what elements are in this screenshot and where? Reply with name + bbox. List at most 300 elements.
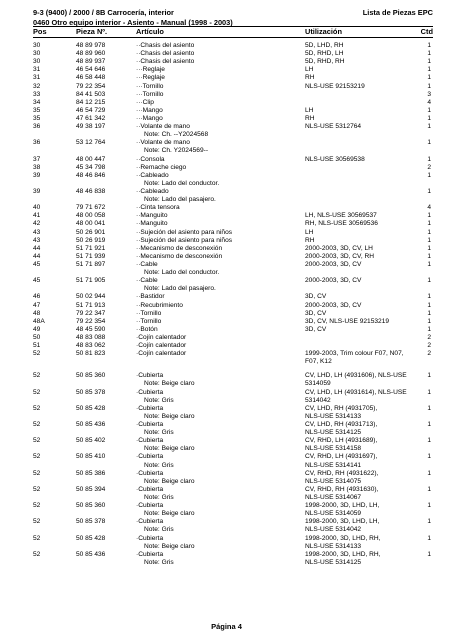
- note-text: Note: Gris: [144, 526, 174, 534]
- note-text: Note: Gris: [144, 461, 174, 469]
- article-cell: ·Cubierta: [136, 550, 164, 558]
- article-cell: ··Bastidor: [136, 293, 165, 301]
- note-row: [0, 397, 453, 405]
- table-row: [0, 107, 453, 115]
- part-number-cell: 45 34 798: [76, 163, 106, 171]
- pos-cell: 52: [33, 388, 41, 396]
- col-utilizacion-header: Utilización: [305, 27, 342, 36]
- part-number-cell: 46 54 729: [76, 106, 106, 114]
- note-text: Note: Ch. --Y2024568: [144, 131, 209, 139]
- quantity-cell: 1: [427, 277, 431, 285]
- col-articulo-header: Artículo: [136, 27, 164, 36]
- part-number-cell: 79 22 354: [76, 317, 106, 325]
- usage-cell: 5D, RHD, RH: [305, 58, 345, 66]
- pos-cell: 37: [33, 155, 41, 163]
- note-row: [0, 131, 453, 139]
- article-cell: ··Manguito: [136, 212, 168, 220]
- article-cell: ··Remache ciego: [136, 163, 187, 171]
- table-row: [0, 293, 453, 301]
- pos-cell: 46: [33, 293, 41, 301]
- article-cell: ··Volante de mano: [136, 123, 190, 131]
- article-cell: ··Recubrimiento: [136, 301, 183, 309]
- usage-cell: NLS-USE 30569538: [305, 155, 365, 163]
- table-row: [0, 277, 453, 285]
- usage-cell: CV, RHD, RH (4931630),: [305, 485, 379, 493]
- part-number-cell: 79 22 354: [76, 82, 106, 90]
- article-cell: ·Cubierta: [136, 453, 164, 461]
- note-row: [0, 559, 453, 567]
- table-row: [0, 164, 453, 172]
- note-text: Note: Gris: [144, 396, 174, 404]
- note-row: [0, 180, 453, 188]
- article-cell: ··Tornillo: [136, 317, 162, 325]
- table-row: [0, 326, 453, 334]
- usage-cell: 1998-2000, 3D, LHD, LH,: [305, 502, 380, 510]
- pos-cell: 35: [33, 106, 41, 114]
- quantity-cell: 1: [427, 534, 431, 542]
- table-row: [0, 220, 453, 228]
- note-text: Note: Ch. Y2024569--: [144, 147, 209, 155]
- article-cell: ·Cojín calentador: [136, 333, 187, 341]
- part-number-cell: 48 46 846: [76, 171, 106, 179]
- usage-cell: CV, LHD, LH (4931614), NLS-USE: [305, 388, 407, 396]
- pos-cell: 43: [33, 228, 41, 236]
- usage-cell: 5D, LHD, RH: [305, 42, 344, 49]
- pos-cell: 30: [33, 42, 41, 49]
- quantity-cell: 1: [427, 244, 431, 252]
- table-row: [0, 350, 453, 358]
- pos-cell: 32: [33, 82, 41, 90]
- usage-cell: 2000-2003, 3D, CV, LH: [305, 244, 373, 252]
- part-number-cell: 48 83 062: [76, 342, 106, 350]
- note-row: [0, 462, 453, 470]
- quantity-cell: 1: [427, 50, 431, 58]
- usage-cell: 2000-2003, 3D, CV: [305, 301, 362, 309]
- note-text: Note: Beige claro: [144, 412, 195, 420]
- quantity-cell: 1: [427, 404, 431, 412]
- pos-cell: 49: [33, 325, 41, 333]
- part-number-cell: 51 71 939: [76, 252, 106, 260]
- pos-cell: 33: [33, 90, 41, 98]
- usage-continuation: 5314042: [305, 396, 331, 404]
- quantity-cell: 1: [427, 123, 431, 131]
- pos-cell: 52: [33, 372, 41, 380]
- pos-cell: 52: [33, 350, 41, 358]
- part-number-cell: 50 02 944: [76, 293, 106, 301]
- pos-cell: 36: [33, 139, 41, 147]
- part-number-cell: 50 85 402: [76, 437, 106, 445]
- usage-continuation: NLS-USE 5314059: [305, 510, 362, 518]
- pos-cell: 52: [33, 518, 41, 526]
- table-row: [0, 437, 453, 445]
- table-row: [0, 237, 453, 245]
- part-number-cell: 48 00 058: [76, 212, 106, 220]
- note-row: [0, 429, 453, 437]
- article-cell: ··Cableado: [136, 171, 169, 179]
- part-number-cell: 84 41 503: [76, 90, 106, 98]
- quantity-cell: 1: [427, 518, 431, 526]
- quantity-cell: 1: [427, 42, 431, 49]
- usage-cell: 2000-2003, 3D, CV: [305, 277, 362, 285]
- article-cell: ···Tornillo: [136, 90, 164, 98]
- pos-cell: 52: [33, 469, 41, 477]
- quantity-cell: 1: [427, 325, 431, 333]
- article-cell: ·Cubierta: [136, 372, 164, 380]
- table-row: [0, 518, 453, 526]
- table-row: [0, 188, 453, 196]
- usage-cell: 2000-2003, 3D, CV, RH: [305, 252, 375, 260]
- article-cell: ··Tornillo: [136, 309, 162, 317]
- part-number-cell: 51 71 905: [76, 277, 106, 285]
- quantity-cell: 1: [427, 453, 431, 461]
- article-cell: ·Cubierta: [136, 388, 164, 396]
- note-text: Note: Beige claro: [144, 380, 195, 388]
- part-number-cell: 46 58 448: [76, 74, 106, 82]
- quantity-cell: 1: [427, 155, 431, 163]
- note-row: [0, 526, 453, 534]
- quantity-cell: 1: [427, 252, 431, 260]
- article-cell: ··Cinta tensora: [136, 204, 180, 212]
- table-row: [0, 551, 453, 559]
- pos-cell: 45: [33, 277, 41, 285]
- table-row: [0, 535, 453, 543]
- part-number-cell: 50 85 436: [76, 421, 106, 429]
- usage-cell: 3D, CV: [305, 325, 327, 333]
- quantity-cell: 1: [427, 260, 431, 268]
- quantity-cell: 1: [427, 220, 431, 228]
- article-cell: ·Cojín calentador: [136, 350, 187, 358]
- doc-title: Lista de Piezas EPC: [362, 8, 433, 17]
- article-cell: ·Cubierta: [136, 437, 164, 445]
- table-row: [0, 115, 453, 123]
- table-row: [0, 318, 453, 326]
- pos-cell: 43: [33, 236, 41, 244]
- part-number-cell: 48 83 088: [76, 333, 106, 341]
- col-pieza-header: Pieza Nº.: [76, 27, 108, 36]
- page-number: Página 4: [211, 622, 242, 631]
- quantity-cell: 1: [427, 372, 431, 380]
- article-cell: ··Mecanismo de desconexión: [136, 252, 223, 260]
- quantity-cell: 2: [427, 350, 431, 358]
- usage-cell: 1998-2000, 3D, LHD, RH,: [305, 534, 381, 542]
- usage-cell: 3D, CV, NLS-USE 92153219: [305, 317, 390, 325]
- article-cell: ··Chasis del asiento: [136, 50, 195, 58]
- table-row: [0, 99, 453, 107]
- table-row: [0, 334, 453, 342]
- article-cell: ·Cubierta: [136, 421, 164, 429]
- quantity-cell: 1: [427, 139, 431, 147]
- usage-cell: LH, NLS-USE 30569537: [305, 212, 377, 220]
- part-number-cell: 48 89 937: [76, 58, 106, 66]
- quantity-cell: 1: [427, 106, 431, 114]
- article-cell: ···Clip: [136, 98, 154, 106]
- note-row: [0, 510, 453, 518]
- pos-cell: 31: [33, 66, 41, 74]
- quantity-cell: 1: [427, 114, 431, 122]
- article-cell: ··Manguito: [136, 220, 168, 228]
- part-number-cell: 50 85 360: [76, 372, 106, 380]
- table-row: [0, 253, 453, 261]
- quantity-cell: 1: [427, 502, 431, 510]
- quantity-cell: 1: [427, 212, 431, 220]
- table-row: [0, 139, 453, 147]
- usage-cell: 3D, CV: [305, 309, 327, 317]
- table-row: [0, 42, 453, 50]
- table-row: [0, 310, 453, 318]
- part-number-cell: 50 85 378: [76, 518, 106, 526]
- part-number-cell: 48 00 447: [76, 155, 106, 163]
- part-number-cell: 79 22 347: [76, 309, 106, 317]
- quantity-cell: 1: [427, 293, 431, 301]
- pos-cell: 42: [33, 220, 41, 228]
- part-number-cell: 50 85 428: [76, 534, 106, 542]
- continuation-row: [0, 358, 453, 366]
- note-text: Note: Lado del conductor.: [144, 269, 220, 277]
- part-number-cell: 51 71 921: [76, 244, 106, 252]
- note-row: [0, 543, 453, 551]
- pos-cell: 52: [33, 502, 41, 510]
- article-cell: ·Cubierta: [136, 534, 164, 542]
- article-cell: ··Cable: [136, 260, 158, 268]
- header-rule-bottom: [33, 37, 433, 38]
- article-cell: ·Cojín calentador: [136, 342, 187, 350]
- usage-cell: 2000-2003, 3D, CV: [305, 260, 362, 268]
- note-text: Note: Beige claro: [144, 510, 195, 518]
- pos-cell: 52: [33, 437, 41, 445]
- pos-cell: 52: [33, 421, 41, 429]
- table-row: [0, 123, 453, 131]
- quantity-cell: 1: [427, 82, 431, 90]
- pos-cell: 52: [33, 550, 41, 558]
- pos-cell: 41: [33, 212, 41, 220]
- usage-continuation: 5314059: [305, 380, 331, 388]
- pos-cell: 39: [33, 187, 41, 195]
- pos-cell: 30: [33, 50, 41, 58]
- part-number-cell: 50 85 378: [76, 388, 106, 396]
- table-row: [0, 302, 453, 310]
- part-number-cell: 50 26 901: [76, 228, 106, 236]
- parts-table: [0, 42, 453, 567]
- table-row: [0, 486, 453, 494]
- note-text: Note: Beige claro: [144, 477, 195, 485]
- part-number-cell: 50 85 360: [76, 502, 106, 510]
- table-row: [0, 245, 453, 253]
- note-text: Note: Lado del conductor.: [144, 179, 220, 187]
- part-number-cell: 46 54 646: [76, 66, 106, 74]
- note-row: [0, 494, 453, 502]
- part-number-cell: 50 85 394: [76, 485, 106, 493]
- article-cell: ···Mango: [136, 106, 163, 114]
- quantity-cell: 4: [427, 98, 431, 106]
- usage-continuation: NLS-USE 5314133: [305, 542, 362, 550]
- table-row: [0, 372, 453, 380]
- pos-cell: 35: [33, 114, 41, 122]
- table-row: [0, 229, 453, 237]
- article-cell: ···Tornillo: [136, 82, 164, 90]
- part-number-cell: 84 12 215: [76, 98, 106, 106]
- quantity-cell: 1: [427, 388, 431, 396]
- quantity-cell: 3: [427, 90, 431, 98]
- quantity-cell: 1: [427, 309, 431, 317]
- quantity-cell: 1: [427, 228, 431, 236]
- usage-cell: 5D, RHD, LH: [305, 50, 344, 58]
- article-cell: ···Mango: [136, 114, 163, 122]
- usage-cell: CV, RHD, RH (4931622),: [305, 469, 379, 477]
- pos-cell: 45: [33, 260, 41, 268]
- table-row: [0, 453, 453, 461]
- usage-cell: 1998-2000, 3D, LHD, RH,: [305, 550, 381, 558]
- usage-continuation: NLS-USE 5314042: [305, 526, 362, 534]
- pos-cell: 34: [33, 98, 41, 106]
- part-number-cell: 53 12 764: [76, 139, 106, 147]
- article-cell: ··Chasis del asiento: [136, 58, 195, 66]
- note-text: Note: Beige claro: [144, 542, 195, 550]
- usage-continuation: NLS-USE 5314125: [305, 429, 362, 437]
- usage-cell: 3D, CV: [305, 293, 327, 301]
- note-text: Note: Lado del pasajero.: [144, 196, 216, 204]
- usage-cell: RH: [305, 74, 315, 82]
- note-row: [0, 478, 453, 486]
- quantity-cell: 1: [427, 301, 431, 309]
- table-row: [0, 66, 453, 74]
- part-number-cell: 48 46 838: [76, 187, 106, 195]
- table-row: [0, 212, 453, 220]
- quantity-cell: 1: [427, 550, 431, 558]
- article-cell: ·Cubierta: [136, 502, 164, 510]
- part-number-cell: 50 85 410: [76, 453, 106, 461]
- article-cell: ·Cubierta: [136, 469, 164, 477]
- table-row: [0, 74, 453, 82]
- quantity-cell: 2: [427, 342, 431, 350]
- usage-continuation: NLS-USE 5314067: [305, 494, 362, 502]
- part-number-cell: 79 71 672: [76, 204, 106, 212]
- pos-cell: 50: [33, 333, 41, 341]
- pos-cell: 52: [33, 404, 41, 412]
- usage-cell: NLS-USE 92153219: [305, 82, 365, 90]
- article-cell: ··Cableado: [136, 187, 169, 195]
- usage-continuation: F07, K12: [305, 358, 332, 366]
- usage-cell: RH, NLS-USE 30569536: [305, 220, 378, 228]
- usage-cell: LH: [305, 228, 314, 236]
- article-cell: ··Volante de mano: [136, 139, 190, 147]
- pos-cell: 40: [33, 204, 41, 212]
- article-cell: ··Sujeción del asiento para niños: [136, 228, 233, 236]
- pos-cell: 48A: [33, 317, 45, 325]
- pos-cell: 44: [33, 244, 41, 252]
- article-cell: ·Cubierta: [136, 404, 164, 412]
- usage-cell: NLS-USE 5312764: [305, 123, 362, 131]
- usage-cell: CV, LHD, LH (4931606), NLS-USE: [305, 372, 407, 380]
- quantity-cell: 2: [427, 333, 431, 341]
- usage-continuation: NLS-USE 5314158: [305, 445, 362, 453]
- col-ctd-header: Ctd: [420, 27, 433, 36]
- note-row: [0, 147, 453, 155]
- part-number-cell: 51 71 897: [76, 260, 106, 268]
- quantity-cell: 1: [427, 485, 431, 493]
- note-text: Note: Beige claro: [144, 445, 195, 453]
- quantity-cell: 2: [427, 163, 431, 171]
- quantity-cell: 4: [427, 204, 431, 212]
- usage-continuation: NLS-USE 5314133: [305, 412, 362, 420]
- usage-cell: 1998-2000, 3D, LHD, LH,: [305, 518, 380, 526]
- usage-cell: RH: [305, 114, 315, 122]
- table-row: [0, 83, 453, 91]
- article-cell: ··Sujeción del asiento para niños: [136, 236, 233, 244]
- table-row: [0, 502, 453, 510]
- table-row: [0, 389, 453, 397]
- table-row: [0, 156, 453, 164]
- header-section-title: 0460 Otro equipo interior - Asiento - Manual (1998 - 2003): [33, 18, 233, 27]
- table-row: [0, 58, 453, 66]
- pos-cell: 36: [33, 123, 41, 131]
- part-number-cell: 51 71 913: [76, 301, 106, 309]
- note-row: [0, 380, 453, 388]
- quantity-cell: 1: [427, 469, 431, 477]
- table-row: [0, 91, 453, 99]
- header-line-1: [33, 8, 433, 17]
- part-number-cell: 50 85 428: [76, 404, 106, 412]
- article-cell: ··Chasis del asiento: [136, 42, 195, 49]
- part-number-cell: 50 26 919: [76, 236, 106, 244]
- note-row: [0, 285, 453, 293]
- part-number-cell: 47 61 342: [76, 114, 106, 122]
- pos-cell: 30: [33, 58, 41, 66]
- quantity-cell: 1: [427, 171, 431, 179]
- note-row: [0, 196, 453, 204]
- quantity-cell: 1: [427, 236, 431, 244]
- part-number-cell: 48 89 960: [76, 50, 106, 58]
- note-text: Note: Gris: [144, 558, 174, 566]
- part-number-cell: 48 00 041: [76, 220, 106, 228]
- article-cell: ·Cubierta: [136, 518, 164, 526]
- part-number-cell: 49 38 197: [76, 123, 106, 131]
- usage-cell: LH: [305, 106, 314, 114]
- col-pos-header: Pos: [33, 27, 47, 36]
- usage-cell: CV, RHD, LH (4931697),: [305, 453, 378, 461]
- part-number-cell: 48 45 590: [76, 325, 106, 333]
- part-number-cell: 48 89 978: [76, 42, 106, 49]
- pos-cell: 52: [33, 485, 41, 493]
- usage-continuation: NLS-USE 5314125: [305, 558, 362, 566]
- part-number-cell: 50 81 823: [76, 350, 106, 358]
- pos-cell: 47: [33, 301, 41, 309]
- quantity-cell: 1: [427, 437, 431, 445]
- table-row: [0, 342, 453, 350]
- part-number-cell: 50 85 386: [76, 469, 106, 477]
- article-cell: ···Reglaje: [136, 74, 165, 82]
- usage-cell: CV, LHD, RH (4931713),: [305, 421, 378, 429]
- article-cell: ··Cable: [136, 277, 158, 285]
- usage-cell: 1999-2003, Trim colour F07, N07,: [305, 350, 404, 358]
- quantity-cell: 1: [427, 58, 431, 66]
- usage-cell: CV, RHD, LH (4931689),: [305, 437, 378, 445]
- quantity-cell: 1: [427, 66, 431, 74]
- usage-cell: RH: [305, 236, 315, 244]
- table-row: [0, 470, 453, 478]
- pos-cell: 31: [33, 74, 41, 82]
- table-row: [0, 204, 453, 212]
- quantity-cell: 1: [427, 74, 431, 82]
- pos-cell: 48: [33, 309, 41, 317]
- note-text: Note: Lado del pasajero.: [144, 285, 216, 293]
- usage-continuation: NLS-USE 5314141: [305, 461, 362, 469]
- article-cell: ··Mecanismo de desconexión: [136, 244, 223, 252]
- quantity-cell: 1: [427, 187, 431, 195]
- usage-continuation: NLS-USE 5314075: [305, 477, 362, 485]
- note-text: Note: Gris: [144, 429, 174, 437]
- pos-cell: 39: [33, 171, 41, 179]
- note-row: [0, 269, 453, 277]
